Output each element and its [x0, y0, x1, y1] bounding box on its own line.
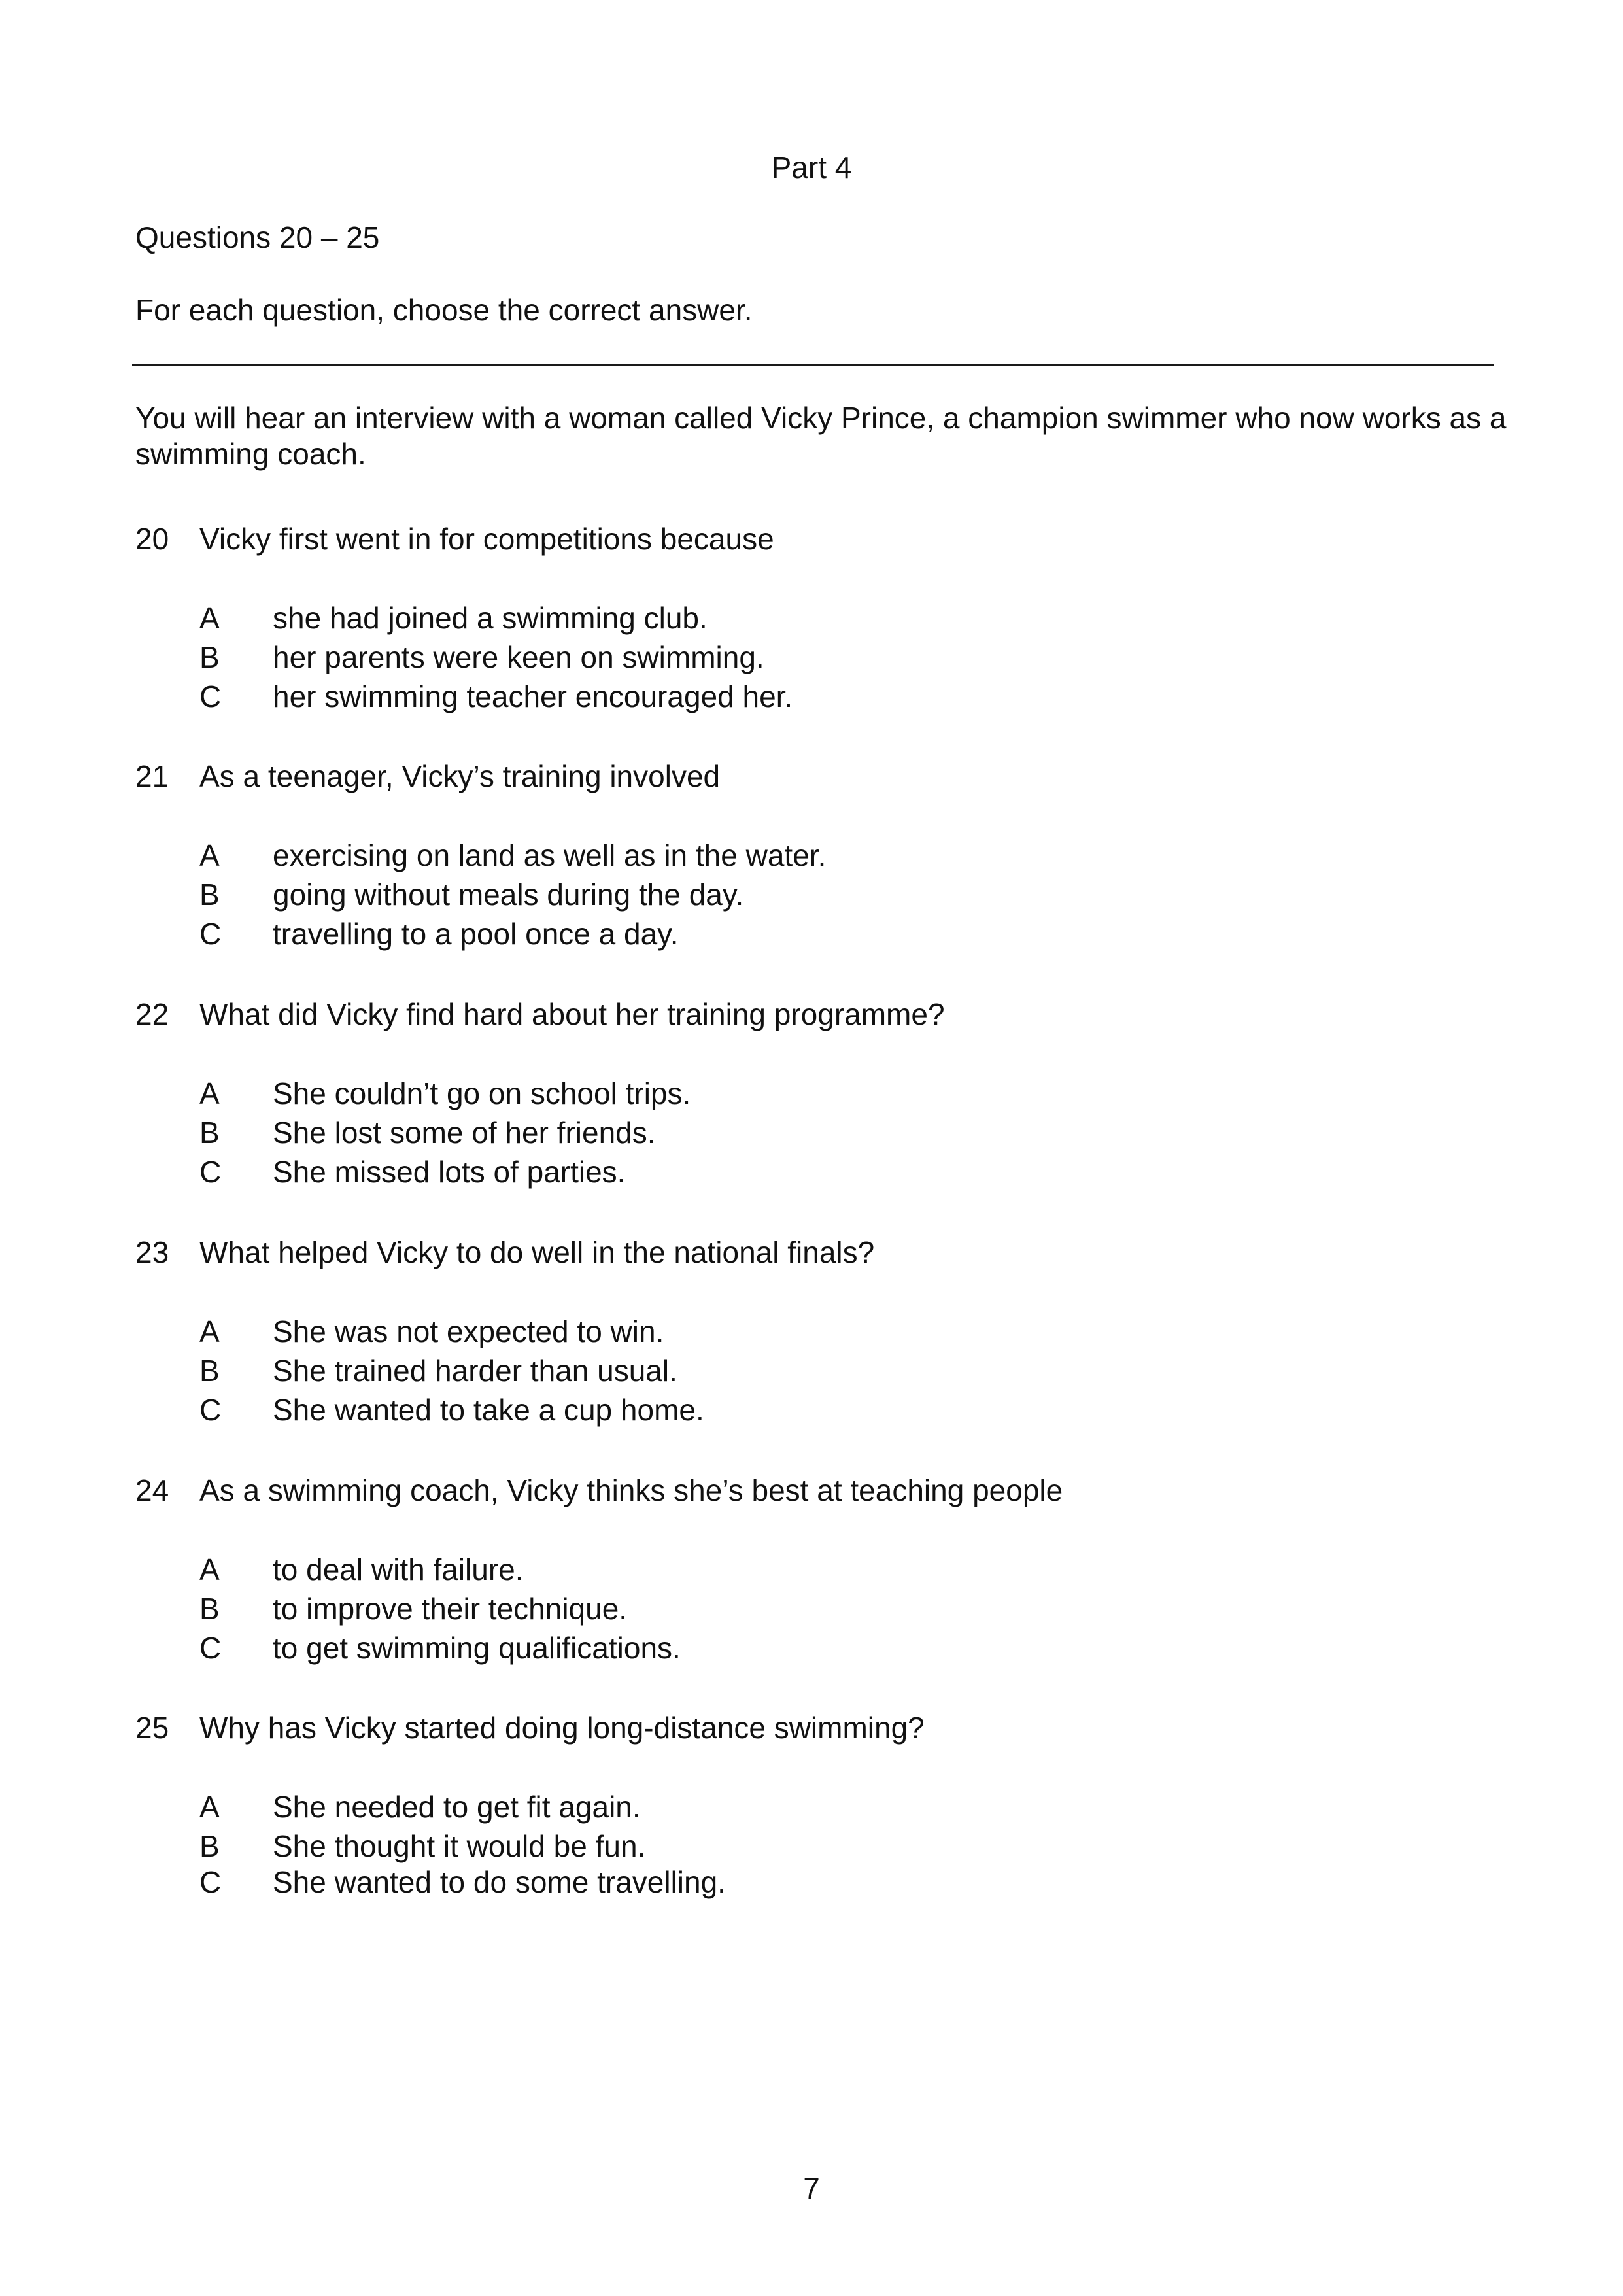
option-letter: C — [199, 1865, 222, 1899]
option-a[interactable] — [0, 600, 1623, 636]
option-text: travelling to a pool once a day. — [273, 917, 679, 951]
question-number: 23 — [135, 1235, 169, 1269]
question-stem: What did Vicky find hard about her training programme? — [199, 997, 945, 1031]
option-b[interactable] — [0, 876, 1623, 913]
question-number: 25 — [135, 1711, 169, 1745]
question-range: Questions 20 – 25 — [135, 220, 380, 254]
option-c[interactable] — [0, 678, 1623, 715]
option-b[interactable] — [0, 1114, 1623, 1151]
option-text: to improve their technique. — [273, 1592, 628, 1626]
option-text: She lost some of her friends. — [273, 1116, 656, 1150]
option-a[interactable] — [0, 1313, 1623, 1350]
question-number: 24 — [135, 1473, 169, 1507]
option-letter: A — [199, 1314, 220, 1348]
question-number: 20 — [135, 522, 169, 556]
option-letter: A — [199, 1790, 220, 1824]
option-text: She trained harder than usual. — [273, 1354, 677, 1388]
option-c[interactable] — [0, 1864, 1623, 1900]
question-stem: What helped Vicky to do well in the national finals? — [199, 1235, 875, 1269]
option-text: She couldn’t go on school trips. — [273, 1076, 691, 1110]
option-letter: A — [199, 1076, 220, 1110]
part-title: Part 4 — [771, 150, 852, 184]
option-letter: B — [199, 1592, 220, 1626]
option-text: going without meals during the day. — [273, 878, 744, 912]
option-letter: C — [199, 917, 222, 951]
question-number: 21 — [135, 759, 169, 793]
option-b[interactable] — [0, 1352, 1623, 1389]
option-text: She thought it would be fun. — [273, 1829, 646, 1863]
option-text: her swimming teacher encouraged her. — [273, 679, 793, 713]
option-c[interactable] — [0, 1154, 1623, 1190]
option-letter: A — [199, 1552, 220, 1586]
option-text: to deal with failure. — [273, 1552, 524, 1586]
question-stem: Vicky first went in for competitions because — [199, 522, 774, 556]
option-text: She was not expected to win. — [273, 1314, 664, 1348]
question-stem: Why has Vicky started doing long-distance swimming? — [199, 1711, 925, 1745]
option-c[interactable] — [0, 1392, 1623, 1428]
option-c[interactable] — [0, 1630, 1623, 1666]
question-stem: As a swimming coach, Vicky thinks she’s best at teaching people — [199, 1473, 1063, 1507]
option-a[interactable] — [0, 837, 1623, 874]
option-b[interactable] — [0, 1590, 1623, 1627]
option-letter: C — [199, 1631, 222, 1665]
option-b[interactable] — [0, 1828, 1623, 1864]
option-letter: B — [199, 1354, 220, 1388]
option-letter: B — [199, 1829, 220, 1863]
option-letter: A — [199, 838, 220, 872]
page-number: 7 — [803, 2171, 820, 2205]
option-c[interactable] — [0, 916, 1623, 952]
option-letter: C — [199, 1393, 222, 1427]
option-letter: B — [199, 878, 220, 912]
option-text: to get swimming qualifications. — [273, 1631, 681, 1665]
option-text: exercising on land as well as in the water. — [273, 838, 827, 872]
option-letter: C — [199, 679, 222, 713]
option-text: her parents were keen on swimming. — [273, 640, 764, 674]
option-text: she had joined a swimming club. — [273, 601, 708, 635]
option-a[interactable] — [0, 1551, 1623, 1588]
option-text: She missed lots of parties. — [273, 1155, 626, 1189]
option-letter: A — [199, 601, 220, 635]
option-text: She wanted to do some travelling. — [273, 1865, 726, 1899]
question-stem: As a teenager, Vicky’s training involved — [199, 759, 721, 793]
option-letter: B — [199, 1116, 220, 1150]
option-a[interactable] — [0, 1075, 1623, 1112]
option-a[interactable] — [0, 1789, 1623, 1825]
option-b[interactable] — [0, 639, 1623, 676]
option-letter: C — [199, 1155, 222, 1189]
instruction-text: For each question, choose the correct answer. — [135, 293, 753, 327]
option-text: She wanted to take a cup home. — [273, 1393, 704, 1427]
option-letter: B — [199, 640, 220, 674]
listening-context: You will hear an interview with a woman called Vicky Prince, a champion swimmer who now works as a swimming coach. — [135, 401, 1507, 471]
option-text: She needed to get fit again. — [273, 1790, 641, 1824]
section-divider — [132, 364, 1494, 366]
question-number: 22 — [135, 997, 169, 1031]
